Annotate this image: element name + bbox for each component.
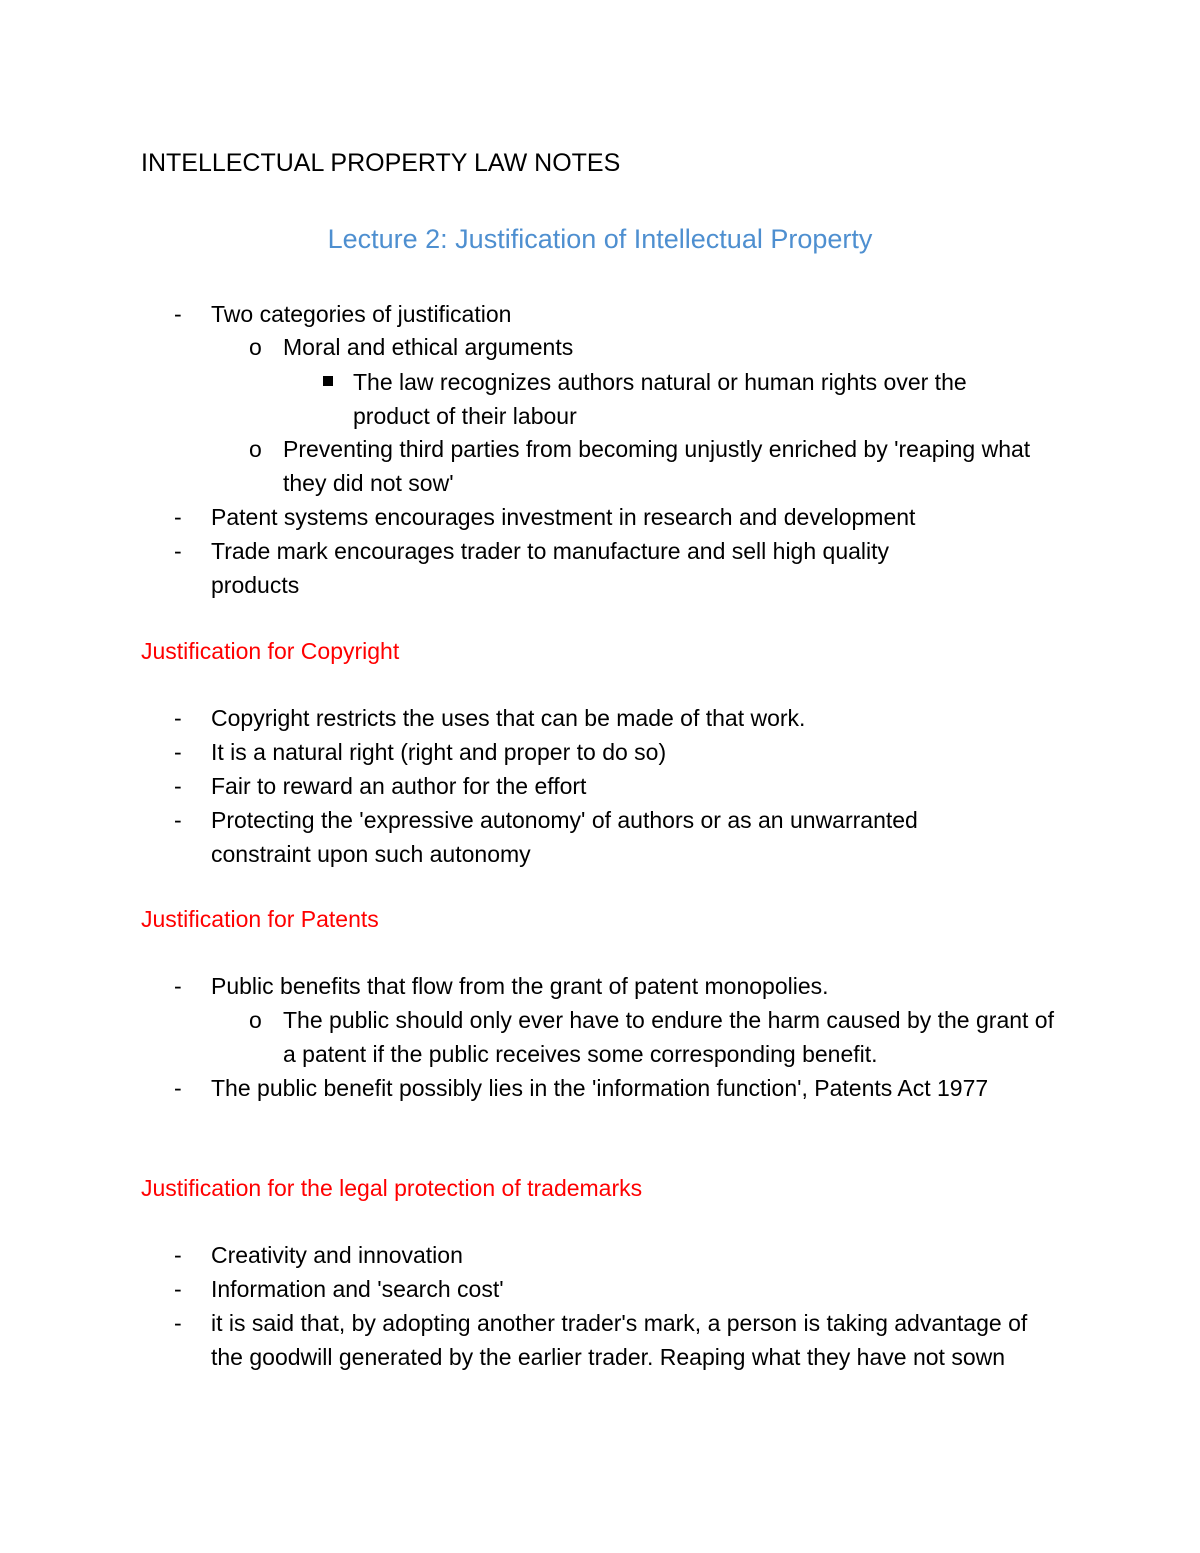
dash-bullet-icon: - [174,773,182,799]
list-item-text: The public benefit possibly lies in the 'information function', Patents Act 1977 [211,1075,989,1101]
list-item-text: Two categories of justification [211,301,512,327]
list-item [174,1071,1031,1105]
lecture-title: Lecture 2: Justification of Intellectual Property [327,224,873,254]
dash-bullet-icon: - [174,538,182,564]
dash-bullet-icon: - [174,807,182,833]
list-item [353,365,1043,433]
dash-bullet-icon: - [174,504,182,530]
list-item [249,1003,1058,1071]
list-item [174,1238,1071,1272]
list-item-text: Preventing third parties from becoming unjustly enriched by 'reaping what they did not sow' [283,436,1031,496]
document-title: INTELLECTUAL PROPERTY LAW NOTES [141,149,621,177]
list-item-text: Trade mark encourages trader to manufacture and sell high quality products [211,538,890,598]
dash-bullet-icon: - [174,1242,182,1268]
list-item-text: The public should only ever have to endure the harm caused by the grant of a patent if the public receives some corresponding benefit. [283,1007,1054,1067]
circle-bullet-icon: o [249,1007,262,1033]
list-item [249,432,1063,500]
list-item-text: Fair to reward an author for the effort [211,773,587,799]
list-item-text: Creativity and innovation [211,1242,463,1268]
dash-bullet-icon: - [174,973,182,999]
dash-bullet-icon: - [174,739,182,765]
section-heading-patents: Justification for Patents [141,906,379,932]
square-bullet-icon [323,376,333,386]
list-item-text: Protecting the 'expressive autonomy' of authors or as an unwarranted constraint upon such autonomy [211,807,918,867]
list-item [174,735,1071,769]
list-item [174,769,1071,803]
section-heading-trademarks: Justification for the legal protection of trademarks [141,1175,643,1201]
list-item-text: Patent systems encourages investment in research and development [211,504,916,530]
list-item-text: Moral and ethical arguments [283,334,574,360]
list-item-text: Public benefits that flow from the grant of patent monopolies. [211,973,829,999]
dash-bullet-icon: - [174,705,182,731]
dash-bullet-icon: - [174,1310,182,1336]
list-item [174,969,1071,1003]
circle-bullet-icon: o [249,436,262,462]
list-item [174,1306,1031,1374]
section-heading-copyright: Justification for Copyright [141,638,400,664]
list-item-text: Copyright restricts the uses that can be made of that work. [211,705,806,731]
list-item-text: Information and 'search cost' [211,1276,504,1302]
list-item [174,297,1071,331]
list-item [249,330,1063,364]
dash-bullet-icon: - [174,1276,182,1302]
dash-bullet-icon: - [174,301,182,327]
list-item [174,1272,1071,1306]
list-item-text: The law recognizes authors natural or human rights over the product of their labour [353,369,967,429]
list-item [174,534,981,602]
list-item-text: It is a natural right (right and proper to do so) [211,739,667,765]
dash-bullet-icon: - [174,1075,182,1101]
list-item-text: it is said that, by adopting another trader's mark, a person is taking advantage of the goodwill generated by the earlier trader. Reaping what they have not sown [211,1310,1028,1370]
list-item [174,701,1071,735]
circle-bullet-icon: o [249,334,262,360]
list-item [174,500,1071,534]
list-item [174,803,1011,871]
